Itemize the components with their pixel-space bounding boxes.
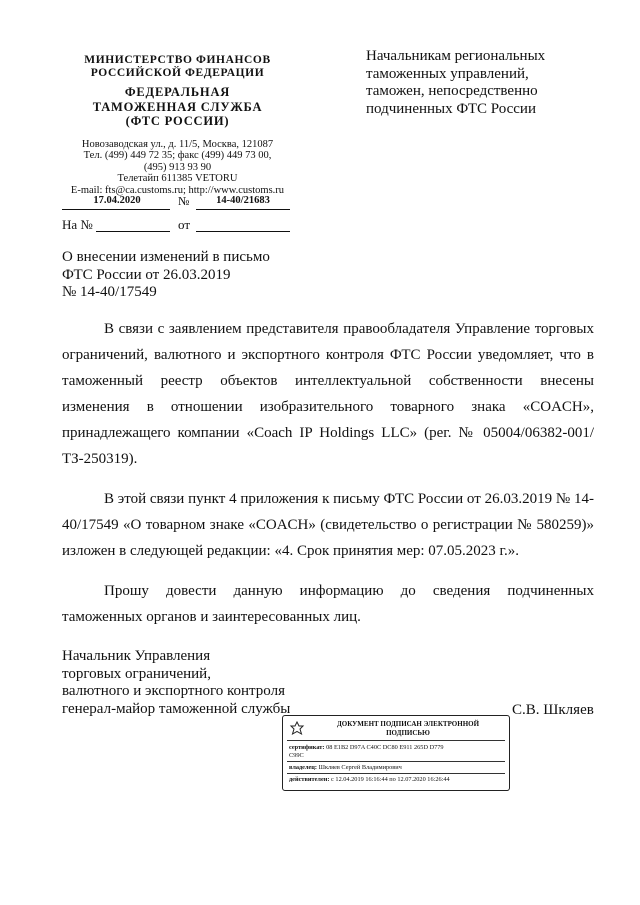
stamp-validity: действителен: с 12.04.2019 16:16:44 по 12.07.2020 16:26:44 (289, 776, 450, 783)
stamp-header: ДОКУМЕНТ ПОДПИСАН ЭЛЕКТРОННОЙ ПОДПИСЬЮ (336, 720, 480, 737)
number-underline (196, 209, 290, 210)
body-paragraph: В этой связи пункт 4 приложения к письму ФТС России от 26.03.2019 № 14-40/17549 «О товарном знаке «COACH» (свидетельство о регистрации № 580259)» изложен в следующей редакции: «4. Срок принятия мер: 07.05.2023 г.». (62, 491, 594, 559)
stamp-divider (287, 740, 505, 741)
subject: О внесении изменений в письмо ФТС России от 26.03.2019 № 14-40/17549 (62, 249, 270, 300)
addressee: Начальникам региональных таможенных управлений, таможен, непосредственно подчиненных ФТС России (366, 48, 546, 117)
contact-address: Новозаводская ул., д. 11/5, Москва, 121087 Тел. (499) 449 72 35; факс (499) 449 73 00, (495) 913 93 90 Телетайп 611385 VETORU E-mail: fts@ca.customs.ru; http://www.customs.ru (70, 138, 285, 196)
stamp-owner: владелец: Шкляев Сергей Владимирович (289, 764, 402, 771)
body-paragraph: В связи с заявлением представителя правообладателя Управление торговых ограничений, валютного и экспортного контроля ФТС России уведомляет, что в таможенный реестр объектов интеллектуальной собственности внесены изменения в отношении изобразительного товарного знака «COACH», принадлежащего компании «Coach IP Holdings LLC» (рег. № 05004/06382-001/ТЗ-250319). (62, 321, 594, 467)
stamp-divider (287, 773, 505, 774)
body-paragraph: Прошу довести данную информацию до сведения подчиненных таможенных органов и заинтересованных лиц. (62, 583, 594, 625)
letterhead (60, 54, 295, 196)
stamp-certificate-cont: C99C (289, 752, 304, 759)
number-sign: № (178, 194, 190, 208)
e-signature-stamp (282, 715, 510, 791)
signer-position: Начальник Управления торговых ограничений, валютного и экспортного контроля генерал-майор таможенной службы (62, 648, 291, 717)
ministry-name: МИНИСТЕРСТВО ФИНАНСОВ РОССИЙСКОЙ ФЕДЕРАЦИИ (84, 54, 271, 79)
outgoing-number: 14-40/21683 (216, 195, 270, 206)
signer-name: С.В. Шкляев (512, 702, 594, 718)
reference-underline (96, 231, 170, 232)
reference-label: На № (62, 217, 93, 232)
letter-body (62, 316, 594, 644)
outgoing-date: 17.04.2020 (93, 195, 141, 206)
stamp-certificate: сертификат: 08 E1B2 D97A C40C DC80 E911 265D D779 (289, 744, 444, 751)
reference-from-label: от (178, 217, 191, 232)
reference-date-underline (196, 231, 290, 232)
stamp-divider (287, 761, 505, 762)
emblem-icon (289, 721, 305, 737)
date-underline (62, 209, 170, 210)
service-name: ФЕДЕРАЛЬНАЯ ТАМОЖЕННАЯ СЛУЖБА (ФТС РОССИИ) (92, 85, 263, 128)
